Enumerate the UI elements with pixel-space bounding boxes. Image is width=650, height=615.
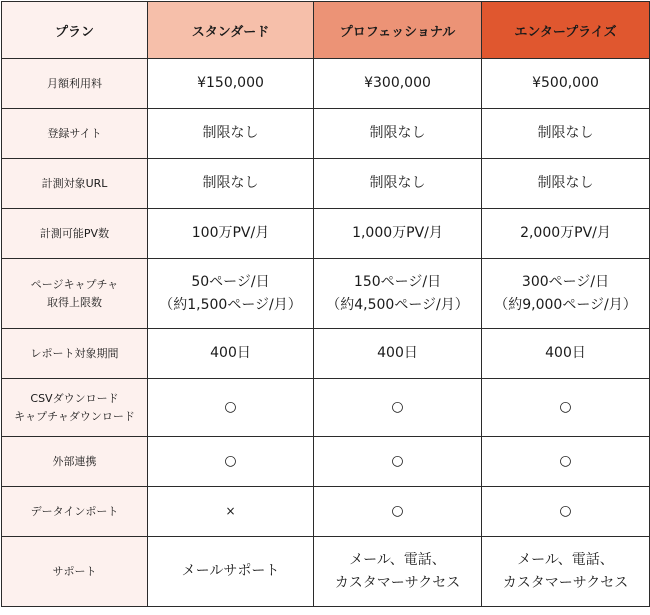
cell-value: ¥150,000 bbox=[197, 75, 264, 91]
unavailable-mark: × bbox=[225, 504, 236, 518]
table-cell bbox=[148, 109, 314, 159]
table-cell bbox=[314, 159, 482, 209]
table-row bbox=[2, 259, 650, 329]
table-cell bbox=[482, 59, 650, 109]
plan-standard-header: スタンダード bbox=[148, 2, 314, 59]
row-label: 計測可能PV数 bbox=[2, 209, 148, 259]
cell-value: メール、電話、 カスタマーサクセス bbox=[334, 551, 461, 591]
cell-value: 400日 bbox=[377, 345, 418, 361]
table-row bbox=[2, 109, 650, 159]
table-cell bbox=[148, 159, 314, 209]
table-row bbox=[2, 159, 650, 209]
cell-value: 400日 bbox=[545, 345, 586, 361]
cell-value: 制限なし bbox=[537, 125, 594, 141]
cell-value: ¥500,000 bbox=[532, 75, 599, 91]
table-cell bbox=[148, 59, 314, 109]
table-cell bbox=[148, 259, 314, 329]
table-cell bbox=[314, 109, 482, 159]
row-label: CSVダウンロード キャプチャダウンロード bbox=[2, 379, 148, 437]
plan-enterprise-header: エンタープライズ bbox=[482, 2, 650, 59]
table-cell bbox=[148, 209, 314, 259]
table-row bbox=[2, 537, 650, 607]
table-cell bbox=[482, 379, 650, 437]
table-cell bbox=[148, 329, 314, 379]
available-mark: ○ bbox=[559, 399, 572, 415]
table-row bbox=[2, 209, 650, 259]
available-mark: ○ bbox=[391, 453, 404, 469]
table-cell bbox=[314, 329, 482, 379]
cell-value: 制限なし bbox=[202, 175, 259, 191]
table-cell bbox=[148, 379, 314, 437]
cell-value: 400日 bbox=[210, 345, 251, 361]
available-mark: ○ bbox=[559, 453, 572, 469]
available-mark: ○ bbox=[391, 399, 404, 415]
header-row bbox=[2, 2, 650, 59]
table-cell bbox=[148, 537, 314, 607]
table-cell bbox=[482, 159, 650, 209]
table-cell bbox=[314, 487, 482, 537]
cell-value: ¥300,000 bbox=[364, 75, 431, 91]
header-plan-label: プラン bbox=[2, 2, 148, 59]
plan-professional-header: プロフェッショナル bbox=[314, 2, 482, 59]
table-cell bbox=[314, 537, 482, 607]
row-label: サポート bbox=[2, 537, 148, 607]
row-label: レポート対象期間 bbox=[2, 329, 148, 379]
table-cell bbox=[482, 329, 650, 379]
cell-value: 制限なし bbox=[369, 175, 426, 191]
cell-value: 制限なし bbox=[369, 125, 426, 141]
table-row bbox=[2, 379, 650, 437]
table-cell bbox=[314, 59, 482, 109]
plan-comparison-table bbox=[1, 1, 650, 607]
table-cell bbox=[314, 437, 482, 487]
cell-value: 1,000万PV/月 bbox=[352, 225, 443, 241]
cell-value: 100万PV/月 bbox=[191, 225, 270, 241]
cell-value: 50ページ/日 （約1,500ページ/月） bbox=[159, 273, 302, 313]
table-cell bbox=[148, 487, 314, 537]
cell-value: メール、電話、 カスタマーサクセス bbox=[502, 551, 629, 591]
row-label: 登録サイト bbox=[2, 109, 148, 159]
available-mark: ○ bbox=[391, 503, 404, 519]
cell-value: 制限なし bbox=[202, 125, 259, 141]
table-cell bbox=[314, 209, 482, 259]
table-row bbox=[2, 487, 650, 537]
cell-value: メールサポート bbox=[181, 563, 280, 579]
table-cell bbox=[482, 259, 650, 329]
cell-value: 300ページ/日 （約9,000ページ/月） bbox=[494, 273, 637, 313]
cell-value: 150ページ/日 （約4,500ページ/月） bbox=[326, 273, 469, 313]
cell-value: 制限なし bbox=[537, 175, 594, 191]
table-row bbox=[2, 59, 650, 109]
table-cell bbox=[314, 259, 482, 329]
available-mark: ○ bbox=[224, 453, 237, 469]
table-cell bbox=[482, 109, 650, 159]
cell-value: 2,000万PV/月 bbox=[520, 225, 611, 241]
available-mark: ○ bbox=[559, 503, 572, 519]
available-mark: ○ bbox=[224, 399, 237, 415]
row-label: 外部連携 bbox=[2, 437, 148, 487]
row-label: データインポート bbox=[2, 487, 148, 537]
table-cell bbox=[314, 379, 482, 437]
row-label: 月額利用料 bbox=[2, 59, 148, 109]
table-cell bbox=[148, 437, 314, 487]
table-row bbox=[2, 329, 650, 379]
table-cell bbox=[482, 487, 650, 537]
table-cell bbox=[482, 437, 650, 487]
table-cell bbox=[482, 209, 650, 259]
row-label: ページキャプチャ 取得上限数 bbox=[2, 259, 148, 329]
table-row bbox=[2, 437, 650, 487]
row-label: 計測対象URL bbox=[2, 159, 148, 209]
table-cell bbox=[482, 537, 650, 607]
